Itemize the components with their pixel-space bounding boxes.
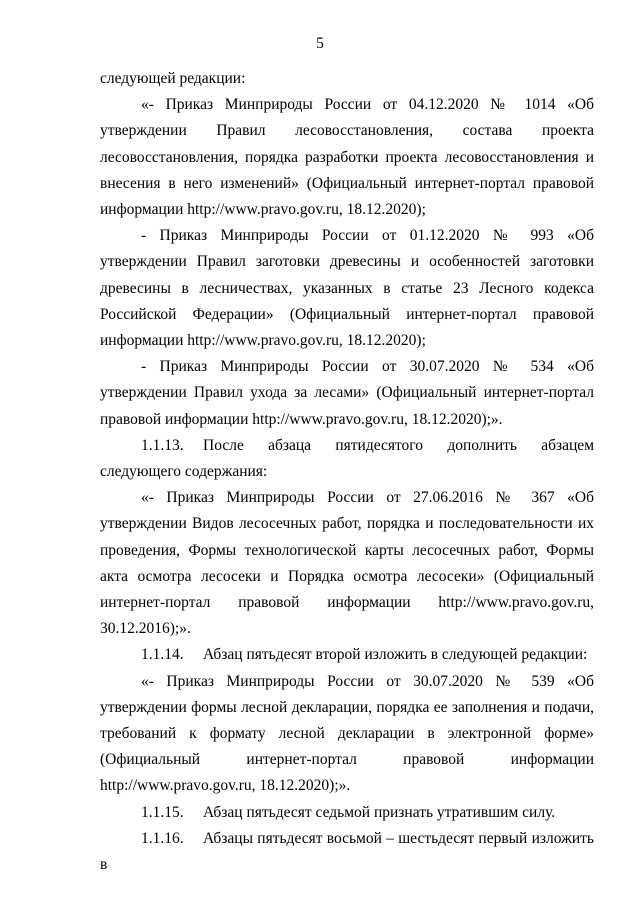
paragraph-text: следующей редакции: — [100, 70, 246, 87]
paragraph-text: «- Приказ Минприроды России от 30.07.2020 № 539 «Об утверждении формы лесной декларации, порядка ее заполнения и подачи, требований к формату лесной декларации в электронной форме» (Официальный интернет-портал правовой информации http://www.pravo.gov.ru, 18.12.2020);». — [100, 672, 594, 795]
clause-text: После абзаца пятидесятого дополнить абзацем следующего содержания: — [100, 436, 594, 481]
paragraph-text: «- Приказ Минприроды России от 27.06.2016 № 367 «Об утверждении Видов лесосечных работ, порядка и последовательности их проведения, Формы технологической карты лесосечных работ, Формы акта осмотра лесосеки и Порядка осмотра лесосеки» (Официальный интернет-портал правовой информации http://www.pravo.gov.ru, 30.12.2016);». — [100, 489, 594, 638]
paragraph-text: «- Приказ Минприроды России от 04.12.2020 № 1014 «Об утверждении Правил лесовосстановления, состава проекта лесовосстановления, порядка разработки проекта лесовосстановления и внесения в него изменений» (Официальный интернет-портал правовой информации http://www.pravo.gov.ru, 18.12.2020); — [100, 96, 594, 219]
document-body — [100, 66, 594, 878]
paragraph-order-367 — [100, 485, 594, 642]
clause-number: 1.1.13. — [141, 436, 184, 454]
paragraph-order-534 — [100, 354, 594, 433]
paragraph-text: - Приказ Минприроды России от 30.07.2020 № 534 «Об утверждении Правил ухода за лесами» (Официальный интернет-портал правовой информации http://www.pravo.gov.ru, 18.12.2020);». — [100, 358, 594, 428]
paragraph-text: - Приказ Минприроды России от 01.12.2020 № 993 «Об утверждении Правил заготовки древесины и особенностей заготовки древесины в лесничествах, указанных в статье 23 Лесного кодекса Российской Федерации» (Официальный интернет-портал правовой информации http://www.pravo.gov.ru, 18.12.2020); — [100, 227, 594, 350]
clause-text: Абзац пятьдесят седьмой признать утратившим силу. — [203, 803, 556, 821]
clause-1-1-15 — [100, 800, 594, 826]
page-number: 5 — [316, 35, 324, 52]
paragraph-continuation — [100, 66, 594, 92]
clause-number: 1.1.15. — [141, 803, 184, 821]
paragraph-order-539 — [100, 669, 594, 800]
clause-text: Абзац пятьдесят второй изложить в следующей редакции: — [203, 646, 588, 664]
paragraph-order-1014 — [100, 92, 594, 223]
clause-1-1-13 — [100, 433, 594, 485]
clause-1-1-16 — [100, 826, 594, 878]
clause-number: 1.1.16. — [141, 829, 184, 847]
clause-number: 1.1.14. — [141, 646, 184, 664]
paragraph-order-993 — [100, 223, 594, 354]
clause-text: Абзацы пятьдесят восьмой – шестьдесят первый изложить в — [100, 829, 594, 874]
clause-1-1-14 — [100, 642, 594, 668]
